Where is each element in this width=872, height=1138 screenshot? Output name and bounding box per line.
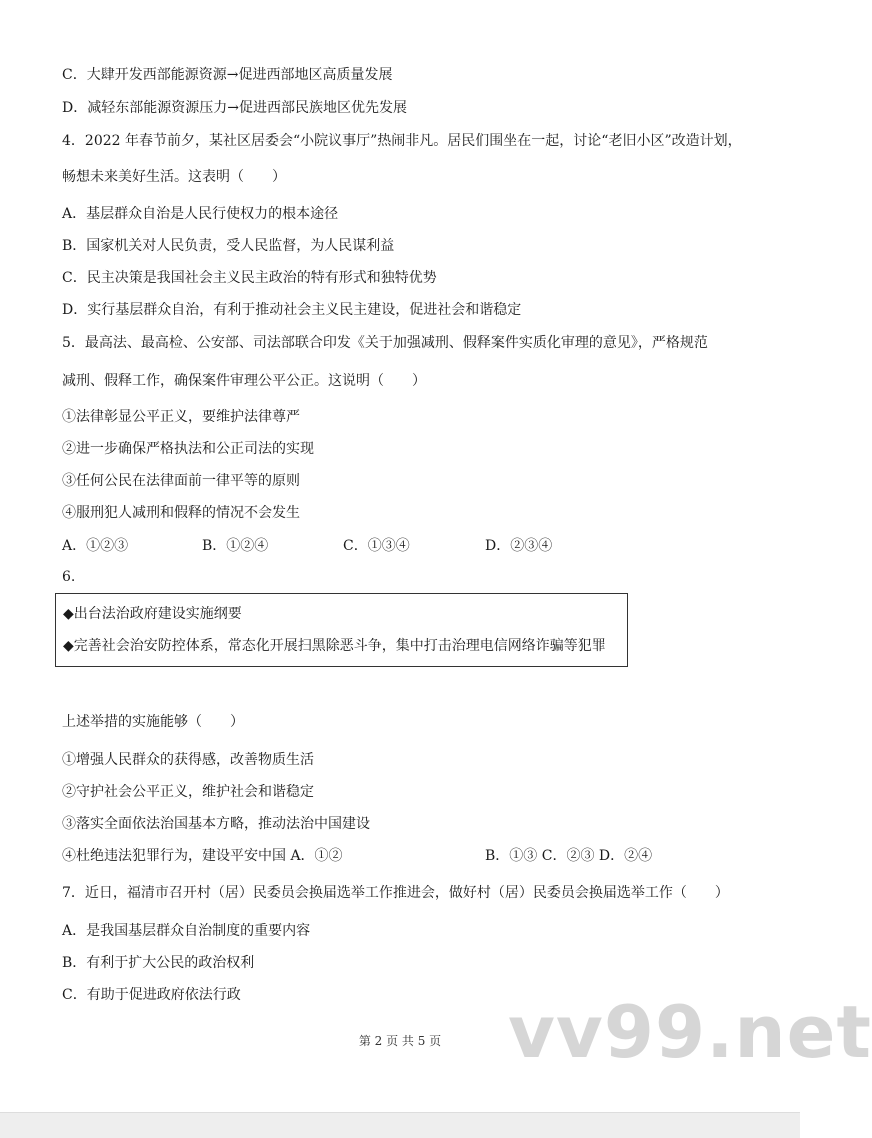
q4-option-c: C．民主决策是我国社会主义民主政治的特有形式和独特优势 [62,270,437,286]
q7-stem: 7．近日，福清市召开村（居）民委员会换届选举工作推进会，做好村（居）民委员会换届选举工作（ ） [62,885,729,901]
box-item-1: ◆出台法治政府建设实施纲要 [63,606,242,622]
q5-stem-line1: 5．最高法、最高检、公安部、司法部联合印发《关于加强减刑、假释案件实质化审理的意见》，严格规范 [62,335,708,351]
q6-stem: 上述举措的实施能够（ ） [62,714,244,730]
q5-option-b: B．①②④ [202,538,269,554]
q4-stem-line2: 畅想未来美好生活。这表明（ ） [62,169,286,185]
q6-options-tail: B．①③ C．②③ D．②④ [485,848,653,864]
q4-option-d: D．实行基层群众自治，有利于推动社会主义民主建设，促进社会和谐稳定 [62,302,522,318]
q6-statement-3: ③落实全面依法治国基本方略，推动法治中国建设 [62,816,370,832]
q5-statement-1: ①法律彰显公平正义，要维护法律尊严 [62,409,300,425]
watermark: vv99.net [508,990,872,1074]
q6-material-box [55,593,628,667]
q5-stem-line2: 减刑、假释工作，确保案件审理公平公正。这说明（ ） [62,373,426,389]
viewer-bottom-bar [0,1112,800,1138]
q3-option-c: C．大肆开发西部能源资源→促进西部地区高质量发展 [62,67,393,83]
q7-option-a: A．是我国基层群众自治制度的重要内容 [62,923,311,939]
q6-statement-4: ④杜绝违法犯罪行为，建设平安中国 A．①② [62,848,343,864]
q6-statement-1: ①增强人民群众的获得感，改善物质生活 [62,752,314,768]
box-item-2: ◆完善社会治安防控体系，常态化开展扫黑除恶斗争，集中打击治理电信网络诈骗等犯罪 [63,638,606,654]
q4-option-a: A．基层群众自治是人民行使权力的根本途径 [62,206,339,222]
q5-statement-3: ③任何公民在法律面前一律平等的原则 [62,473,300,489]
q4-stem-line1: 4．2022 年春节前夕，某社区居委会“小院议事厅”热闹非凡。居民们围坐在一起，讨论“老旧小区”改造计划， [62,133,742,149]
q5-option-c: C．①③④ [343,538,410,554]
q7-option-b: B．有利于扩大公民的政治权利 [62,955,255,971]
q7-option-c: C．有助于促进政府依法行政 [62,987,241,1003]
q5-statement-4: ④服刑犯人减刑和假释的情况不会发生 [62,505,300,521]
page-footer: 第 2 页 共 5 页 [358,1034,442,1048]
q5-option-d: D．②③④ [485,538,553,554]
q3-option-d: D．减轻东部能源资源压力→促进西部民族地区优先发展 [62,100,407,116]
q5-statement-2: ②进一步确保严格执法和公正司法的实现 [62,441,314,457]
q4-option-b: B．国家机关对人民负责，受人民监督，为人民谋利益 [62,238,395,254]
q6-statement-2: ②守护社会公平正义，维护社会和谐稳定 [62,784,314,800]
q6-number: 6. [62,569,76,585]
q5-option-a: A．①②③ [62,538,129,554]
